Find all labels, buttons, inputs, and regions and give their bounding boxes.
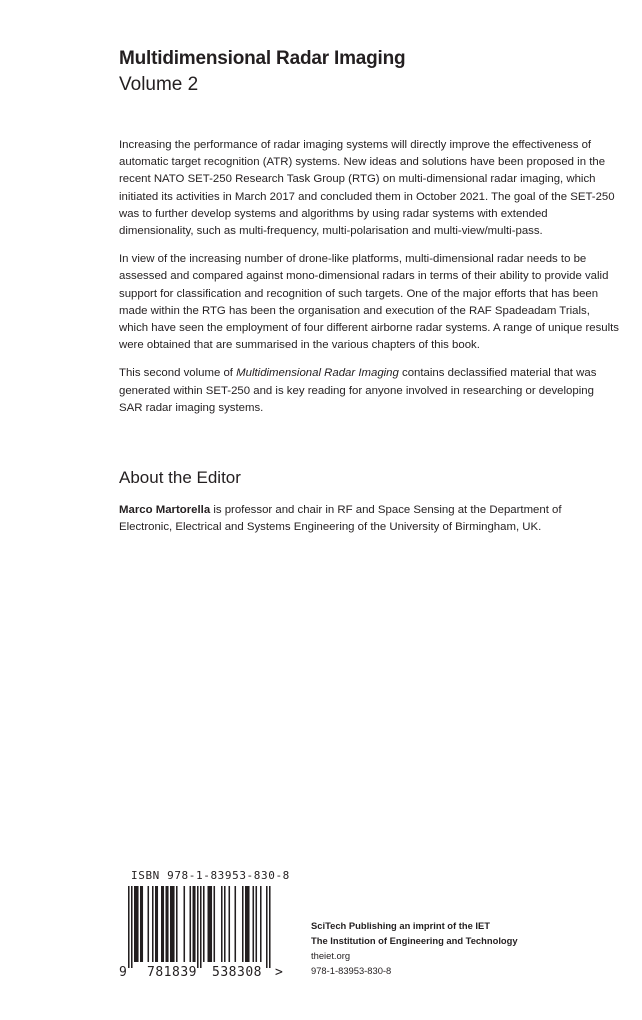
publisher-isbn: 978-1-83953-830-8 [311, 965, 392, 976]
barcode-bar [260, 886, 262, 962]
barcode-digits-left: 781839 [147, 965, 197, 980]
barcode-bar [131, 886, 133, 968]
barcode-bar [245, 886, 247, 962]
barcode-digit-lead: 9 [119, 965, 127, 980]
barcode-bar [142, 886, 144, 962]
barcode-bar [170, 886, 172, 962]
barcode-quiet-zone-mark: > [275, 965, 283, 980]
barcode-bar [157, 886, 159, 962]
description-paragraph-1: Increasing the performance of radar imaging systems will directly improve the effectiveness of automatic target recognition (ATR) systems. New ideas and solutions have been proposed in the recent NATO SET-250 Research Task Group (RTG) on multi-dimensional radar imaging, which initiated its activities in March 2017 and concluded them in October 2021. The goal of the SET-250 was to further develop systems and algorithms by using radar systems with extended dimensionality, such as multi-frequency, multi-polarisation and multi-view/multi-pass. [119, 139, 615, 238]
barcode-bar [148, 886, 150, 962]
isbn-label: ISBN 978-1-83953-830-8 [131, 869, 290, 882]
barcode-bar [247, 886, 249, 962]
about-editor-heading: About the Editor [119, 468, 241, 487]
barcode-bar [266, 886, 268, 968]
barcode-bar [136, 886, 138, 962]
barcode-bar [253, 886, 255, 962]
editor-bio-text: is professor and chair in RF and Space Sensing at the Department of Electronic, Electrical and Systems Engineering of the University of Birmingham, UK. [119, 504, 562, 534]
barcode-bar [173, 886, 175, 962]
barcode-bar [163, 886, 165, 962]
barcode-bar [200, 886, 202, 968]
description-text: This second volume of [119, 367, 237, 380]
book-title-italic: Multidimensional Radar Imaging [236, 367, 399, 380]
description-paragraph-2: In view of the increasing number of drone-like platforms, multi-dimensional radar needs to be assessed and compared against mono-dimensional radars in terms of their ability to provide valid support for classification and recognition of such targets. One of the major efforts that has been made within the RTG has been the organisation and execution of the RAF Spadeadam Trials, which have seen the employment of four different airborne radar systems. A range of unique results were obtained that are summarised in the various chapters of this book. [119, 253, 619, 352]
barcode-digits-right: 538308 [212, 965, 262, 980]
publisher-institution: The Institution of Engineering and Technology [311, 935, 518, 946]
barcode-bar [269, 886, 271, 968]
barcode-bar [214, 886, 216, 962]
description-paragraph-3 [119, 365, 619, 417]
barcode-bar [248, 886, 250, 962]
barcode-bar [167, 886, 169, 962]
barcode-bar [152, 886, 154, 962]
editor-name: Marco Martorella [119, 504, 211, 516]
barcode-bar [211, 886, 213, 962]
publisher-info [311, 918, 518, 978]
barcode-bar [190, 886, 192, 962]
barcode-bar [193, 886, 195, 962]
book-subtitle: Volume 2 [119, 74, 199, 95]
book-description [119, 137, 619, 428]
publisher-imprint: SciTech Publishing an imprint of the IET [311, 920, 491, 931]
barcode-bar [224, 886, 226, 962]
barcode-image [115, 886, 285, 980]
barcode-bar [161, 886, 163, 962]
barcode-bar [256, 886, 258, 962]
barcode-bar [140, 886, 142, 962]
publisher-website: theiet.org [311, 950, 351, 961]
barcode-bar [242, 886, 244, 962]
barcode-bar [203, 886, 205, 962]
editor-bio [119, 502, 609, 536]
barcode-bar [235, 886, 237, 962]
barcode-bar [176, 886, 178, 962]
book-title: Multidimensional Radar Imaging [119, 48, 406, 69]
barcode-bar [209, 886, 211, 962]
barcode-bar [128, 886, 130, 968]
barcode-bar [166, 886, 168, 962]
barcode-bar [194, 886, 196, 962]
barcode-bar [221, 886, 223, 962]
barcode-bar [137, 886, 139, 962]
barcode-bar [184, 886, 186, 962]
barcode-bar [208, 886, 210, 962]
barcode-bar [172, 886, 174, 962]
barcode-bar [155, 886, 157, 962]
barcode-bar [197, 886, 199, 968]
barcode-bar [229, 886, 231, 962]
description-text: contains declassified material that was generated within SET-250 and is key reading for anyone involved in researching or developing SAR radar imaging systems. [119, 367, 597, 414]
barcode-bar [134, 886, 136, 962]
